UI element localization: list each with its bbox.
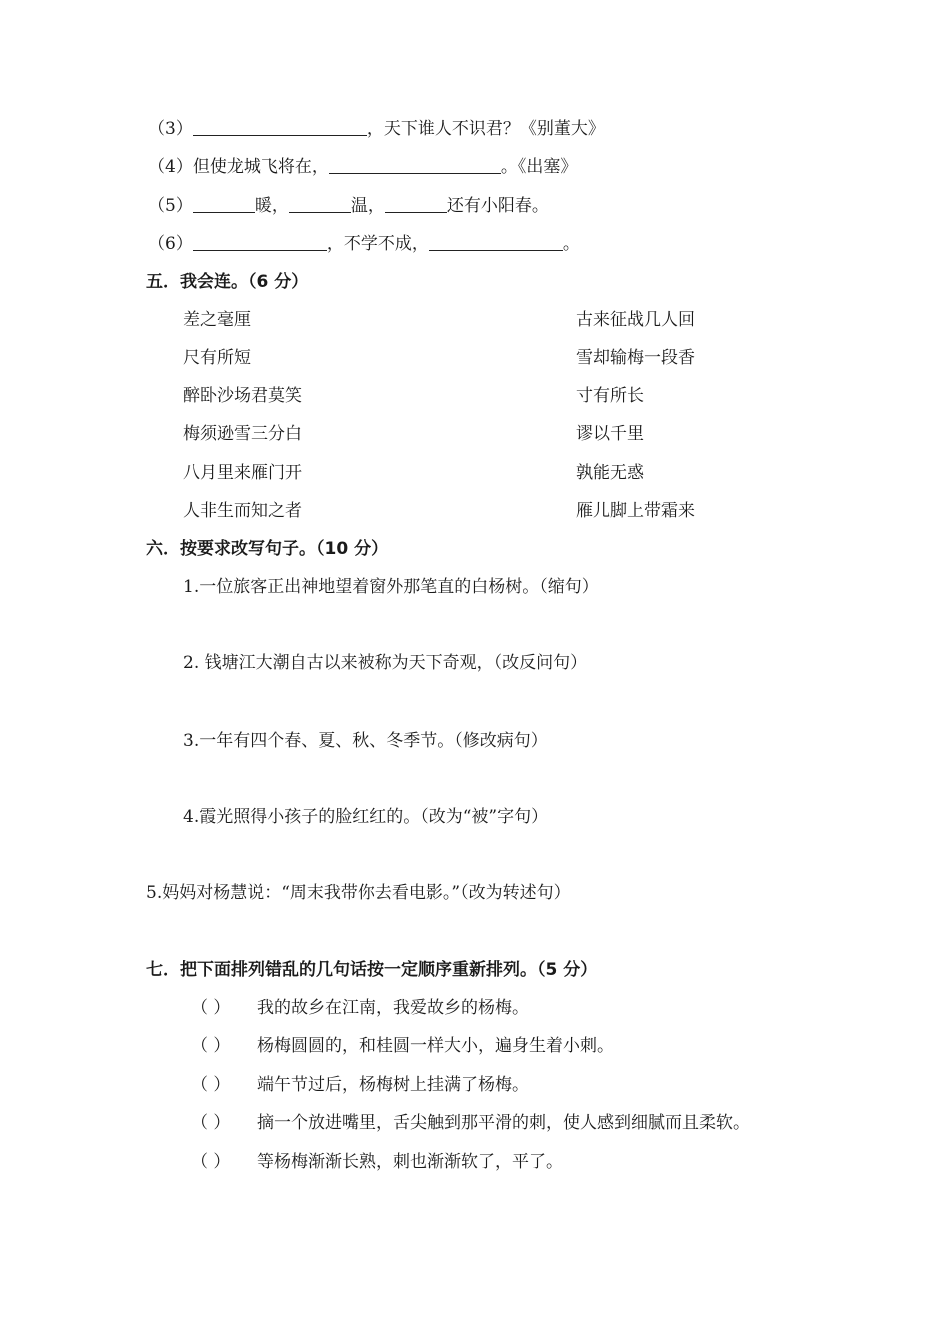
answer-blank[interactable] [329,155,501,174]
order-item [191,1073,529,1097]
order-text: 摘一个放进嘴里，舌尖触到那平滑的刺，使人感到细腻而且柔软。 [257,1113,750,1133]
line-text: 暖， [254,196,289,216]
order-item [191,1034,614,1058]
match-right-item[interactable]: 寸有所长 [576,386,644,406]
order-text: 杨梅圆圆的，和桂圆一样大小，遍身生着小刺。 [257,1036,614,1056]
line-text: ，不学不成， [326,234,429,254]
order-blank[interactable]: （ ） [191,1075,231,1095]
order-item [191,1150,563,1174]
answer-blank[interactable] [385,194,447,213]
rewrite-item: 1.一位旅客正出神地望着窗外那笔直的白杨树。（缩句） [183,577,599,597]
line-text: ，天下谁人不识君？《别董大》 [366,119,605,139]
order-blank[interactable]: （ ） [191,1036,231,1056]
answer-blank[interactable] [193,232,327,251]
match-left-item[interactable]: 八月里来雁门开 [183,463,302,483]
order-text: 等杨梅渐渐长熟，刺也渐渐软了，平了。 [257,1152,563,1172]
match-right-item[interactable]: 孰能无惑 [576,463,644,483]
rewrite-item: 2. 钱塘江大潮自古以来被称为天下奇观，（改反问句） [183,653,588,673]
item-number: （3） [148,119,193,139]
match-right-item[interactable]: 古来征战几人回 [576,310,695,330]
order-text: 端午节过后，杨梅树上挂满了杨梅。 [257,1075,529,1095]
order-item [191,996,529,1020]
order-blank[interactable]: （ ） [191,1152,231,1172]
rewrite-item: 3.一年有四个春、夏、秋、冬季节。（修改病句） [183,731,548,751]
match-left-item[interactable]: 差之毫厘 [183,310,251,330]
item-number: （4） [148,157,193,177]
item-number: （6） [148,234,193,254]
fill-line-6 [148,232,580,256]
match-left-item[interactable]: 尺有所短 [183,348,251,368]
item-number: （5） [148,196,193,216]
fill-line-3 [148,117,605,141]
section-6-heading: 六．按要求改写句子。（10 分） [146,539,389,559]
section-5-heading: 五．我会连。（6 分） [146,272,309,292]
match-right-item[interactable]: 谬以千里 [576,424,644,444]
rewrite-item: 4.霞光照得小孩子的脸红红的。（改为“被”字句） [183,807,549,827]
match-left-item[interactable]: 人非生而知之者 [183,501,302,521]
order-blank[interactable]: （ ） [191,998,231,1018]
answer-blank[interactable] [193,194,255,213]
answer-blank[interactable] [429,232,563,251]
fill-line-5 [148,194,549,218]
line-text: 。 [562,234,580,254]
order-blank[interactable]: （ ） [191,1113,231,1133]
line-text: 。《出塞》 [500,157,578,177]
line-text: 还有小阳春。 [446,196,549,216]
rewrite-item: 5.妈妈对杨慧说：“周末我带你去看电影。”（改为转述句） [146,883,571,903]
answer-blank[interactable] [289,194,351,213]
line-text: 温， [350,196,385,216]
match-left-item[interactable]: 梅须逊雪三分白 [183,424,302,444]
order-item [191,1111,750,1135]
line-text: 但使龙城飞将在， [192,157,329,177]
match-right-item[interactable]: 雪却输梅一段香 [576,348,695,368]
match-left-item[interactable]: 醉卧沙场君莫笑 [183,386,302,406]
fill-line-4 [148,155,577,179]
match-right-item[interactable]: 雁儿脚上带霜来 [576,501,695,521]
order-text: 我的故乡在江南，我爱故乡的杨梅。 [257,998,529,1018]
answer-blank[interactable] [193,117,367,136]
section-7-heading: 七．把下面排列错乱的几句话按一定顺序重新排列。（5 分） [146,960,598,980]
